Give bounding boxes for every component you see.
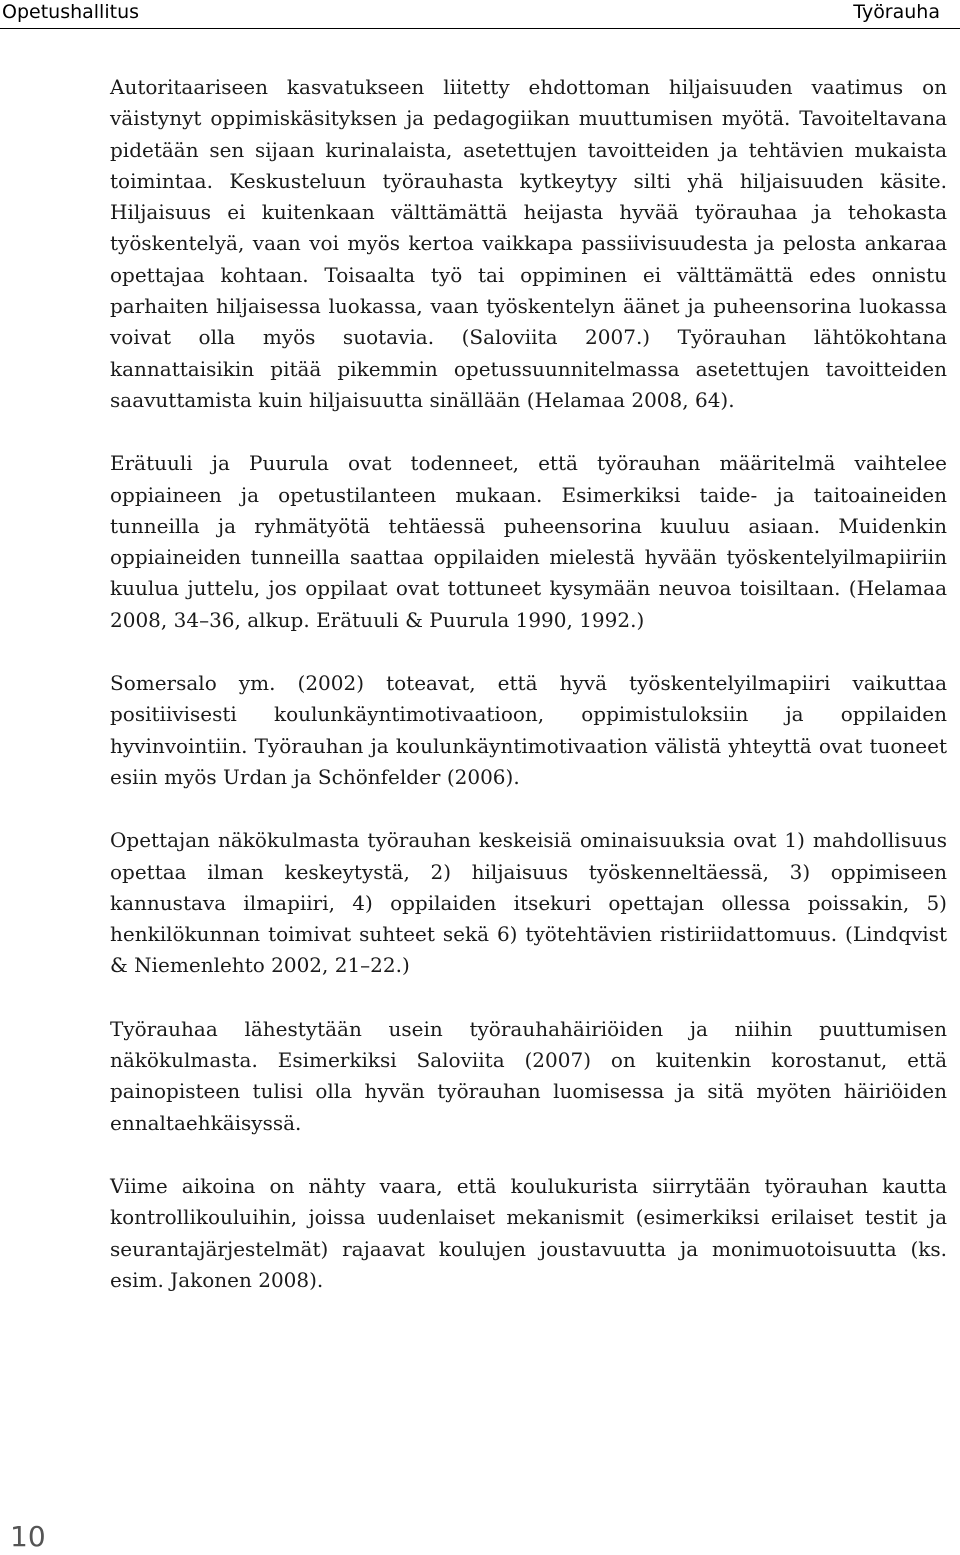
section-title: Työrauha: [853, 1, 940, 23]
paragraph: Somersalo ym. (2002) toteavat, että hyvä työskentelyilmapiiri vaikuttaa positiivisesti koulunkäyntimotivaatioon, oppimistuloksiin ja oppilaiden hyvinvointiin. Työrauhan ja koulunkäyntimotivaation välistä yhteyttä ovat tuoneet esiin myös Urdan ja Schönfelder (2006).: [110, 671, 947, 789]
paragraph: Työrauhaa lähestytään usein työrauhahäiriöiden ja niihin puuttumisen näkökulmasta. Esimerkiksi Saloviita (2007) on kuitenkin korostanut, että painopisteen tulisi olla hyvän työrauhan luomisessa ja sitä myöten häiriöiden ennaltaehkäisyssä.: [110, 1016, 947, 1135]
paragraph: Erätuuli ja Puurula ovat todenneet, että työrauhan määritelmä vaihtelee oppiaineen ja opetustilanteen mukaan. Esimerkiksi taide- ja taitoaineiden tunneilla ja ryhmätyötä tehtäessä puheensorina kuuluu asiaan. Muidenkin oppiaineiden tunneilla saattaa oppilaiden mielestä hyvään työskentelyilmapiiriin kuulua juttelu, jos oppilaat ovat tottuneet kysymään neuvoa toisiltaan. (Helamaa 2008, 34–36, alkup. Erätuuli & Puurula 1990, 1992.): [110, 451, 947, 632]
body-text: [110, 72, 947, 1328]
paragraph: Opettajan näkökulmasta työrauhan keskeisiä ominaisuuksia ovat 1) mahdollisuus opettaa ilman keskeytystä, 2) hiljaisuus työskenneltäessä, 3) oppimiseen kannustava ilmapiiri, 4) oppilaiden itsekuri opettajan ollessa poissakin, 5) henkilökunnan toimivat suhteet sekä 6) työtehtävien ristiriidattomuus. (Lindqvist & Niemenlehto 2002, 21–22.): [110, 828, 947, 978]
publisher-name: Opetushallitus: [2, 1, 140, 23]
paragraph: Viime aikoina on nähty vaara, että koulukurista siirrytään työrauhan kautta kontrollikouluihin, joissa uudenlaiset mekanismit (esimerkiksi erilaiset testit ja seurantajärjestelmät) rajaavat koulujen joustavuutta ja monimuotoisuutta (ks. esim. Jakonen 2008).: [110, 1173, 947, 1292]
paragraph: Autoritaariseen kasvatukseen liitetty ehdottoman hiljaisuuden vaatimus on väistynyt oppimiskäsityksen ja pedagogiikan muuttumisen myötä. Tavoiteltavana pidetään sen sijaan kurinalaista, asetettujen tavoitteiden ja tehtävien mukaista toimintaa. Keskusteluun työrauhasta kytkeytyy silti yhä hiljaisuuden käsite. Hiljaisuus ei kuitenkaan välttämättä heijasta hyvää työrauhaa ja tehokasta työskentelyä, vaan voi myös kertoa vaikkapa passiivisuudesta ja pelosta ankaraa opettajaa kohtaan. Toisaalta työ tai oppiminen ei välttämättä edes onnistu parhaiten hiljaisessa luokassa, vaan työskentelyn äänet ja puheensorina luokassa voivat olla myös suotavia. (Saloviita 2007.) Työrauhan lähtökohtana kannattaisikin pitää pikemmin opetussuunnitelmassa asetettujen tavoitteiden saavuttamista kuin hiljaisuutta sinällään (Helamaa 2008, 64).: [110, 75, 947, 412]
page-header: [0, 0, 960, 29]
page-number: 10: [10, 1520, 46, 1553]
